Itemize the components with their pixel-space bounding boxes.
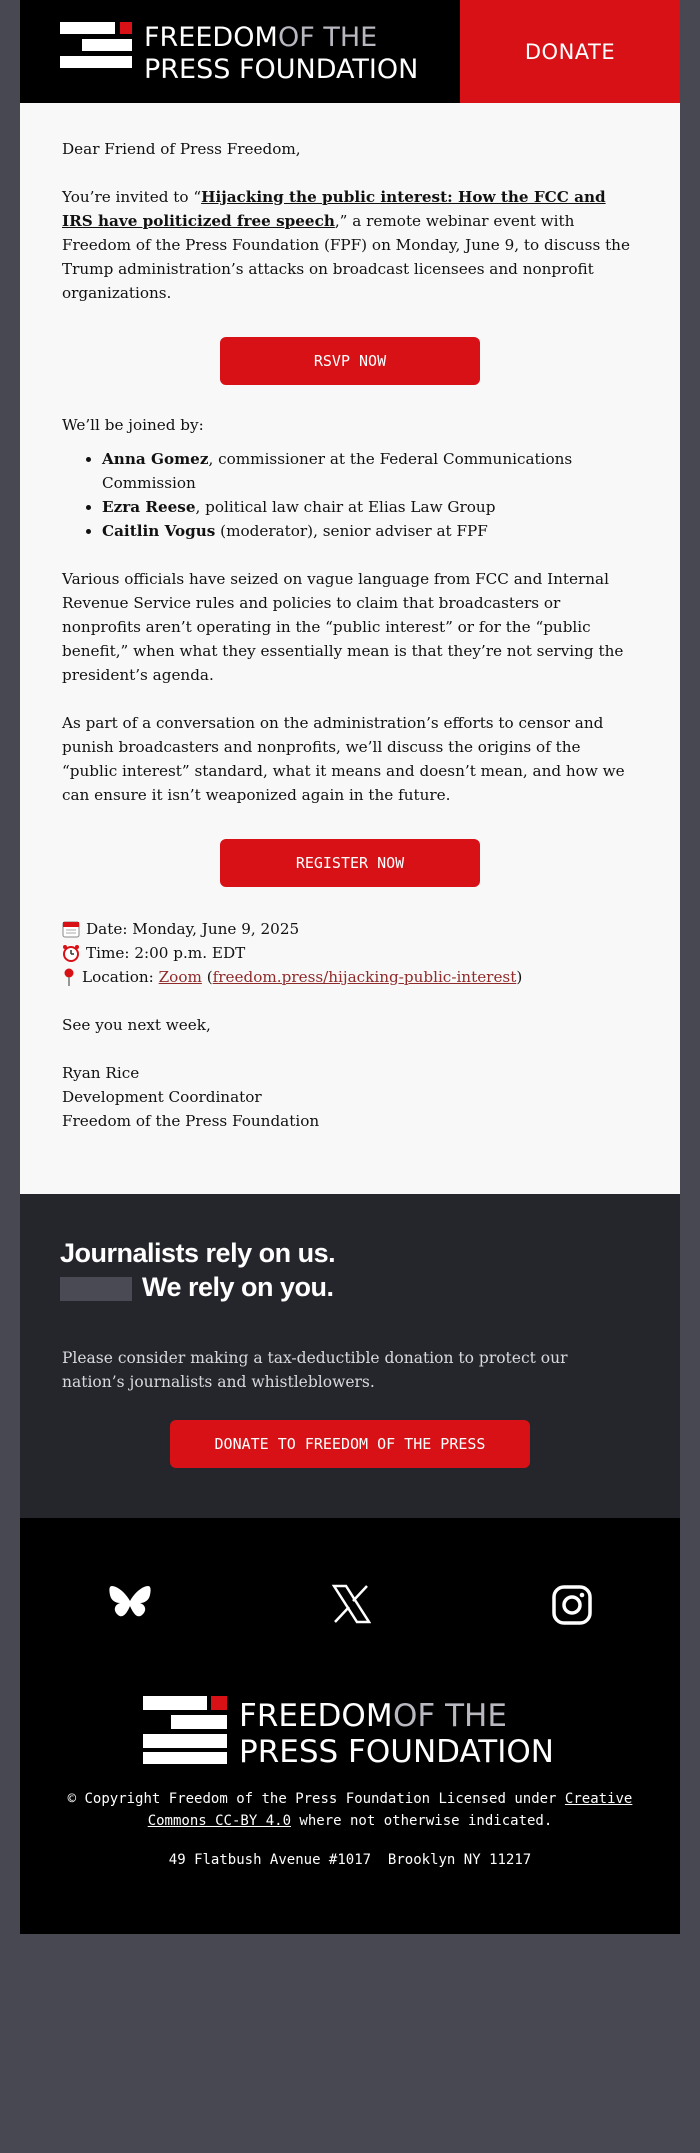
license-link[interactable]: Creative Commons CC-BY 4.0 bbox=[147, 1791, 633, 1829]
instagram-link[interactable] bbox=[551, 1584, 593, 1631]
logo-text-press-foundation: PRESS FOUNDATION bbox=[144, 54, 419, 82]
list-item: • Caitlin Vogus (moderator), senior adviser at FPF bbox=[102, 519, 638, 543]
footer-logo-text-press-foundation: PRESS FOUNDATION bbox=[239, 1734, 554, 1764]
event-details bbox=[62, 917, 638, 989]
footer-fpf-logo[interactable] bbox=[143, 1696, 563, 1764]
event-date: Date: Monday, June 9, 2025 bbox=[62, 917, 638, 941]
event-location: Location: Zoom (freedom.press/hijacking-public-interest) bbox=[62, 965, 638, 989]
email-header bbox=[20, 0, 680, 103]
signoff: See you next week, bbox=[62, 1016, 211, 1034]
logo-text-of-the: OF THE bbox=[278, 22, 378, 53]
list-item: • Ezra Reese, political law chair at Elias Law Group bbox=[102, 495, 638, 519]
list-item: • Anna Gomez, commissioner at the Federal Communications Commission bbox=[102, 447, 638, 495]
greeting: Dear Friend of Press Freedom, bbox=[62, 140, 301, 158]
letter-body bbox=[20, 103, 680, 1194]
appeal-text: Please consider making a tax-deductible donation to protect our nation’s journalists and whistleblowers. bbox=[62, 1349, 568, 1391]
alarm-clock-icon bbox=[62, 944, 80, 962]
paragraph-officials: Various officials have seized on vague language from FCC and Internal Revenue Service rules and policies to claim that broadcasters or nonprofits aren’t operating in the “public interest” or for the “public benefit,” when what they essentially mean is that they’re not serving the president’s agenda. bbox=[62, 570, 624, 684]
donate-button[interactable]: DONATE bbox=[460, 0, 680, 103]
bluesky-icon bbox=[109, 1584, 151, 1622]
email-footer bbox=[20, 1518, 680, 1934]
guest-list bbox=[62, 447, 638, 543]
signature-org: Freedom of the Press Foundation bbox=[62, 1112, 320, 1130]
pushpin-icon bbox=[62, 968, 76, 986]
footer-logo-text-freedom: FREEDOM bbox=[239, 1698, 393, 1734]
email-container bbox=[20, 0, 680, 1934]
copyright-notice: © Copyright Freedom of the Press Foundation Licensed under Creative Commons CC-BY 4.0 where not otherwise indicated. bbox=[67, 1791, 633, 1829]
donate-to-fpf-button[interactable]: DONATE TO FREEDOM OF THE PRESS bbox=[170, 1420, 530, 1468]
donation-appeal bbox=[20, 1194, 680, 1518]
zoom-link[interactable]: Zoom bbox=[158, 968, 202, 986]
social-links bbox=[20, 1584, 680, 1628]
decorative-bar bbox=[60, 1277, 132, 1301]
event-title-link[interactable]: Hijacking the public interest: How the FCC and IRS have politicized free speech bbox=[62, 188, 606, 230]
x-icon bbox=[331, 1584, 371, 1624]
footer-logo-text-of-the: OF THE bbox=[393, 1698, 507, 1734]
instagram-icon bbox=[551, 1584, 593, 1626]
register-button[interactable]: REGISTER NOW bbox=[220, 839, 480, 887]
signature-name: Ryan Rice bbox=[62, 1064, 140, 1082]
logo-text-freedom: FREEDOM bbox=[144, 22, 278, 53]
event-url-link[interactable]: freedom.press/hijacking-public-interest bbox=[212, 968, 517, 986]
calendar-icon bbox=[62, 920, 80, 938]
intro-paragraph: You’re invited to “Hijacking the public interest: How the FCC and IRS have politicized free speech,” a remote webinar event with Freedom of the Press Foundation (FPF) on Monday, June 9, to discuss the Trump administration’s attacks on broadcast licensees and nonprofit organizations. bbox=[62, 188, 630, 302]
mailing-address: 49 Flatbush Avenue #1017 Brooklyn NY 11217 bbox=[168, 1852, 532, 1868]
appeal-heading: Journalists rely on us. We rely on you. bbox=[60, 1238, 336, 1302]
bluesky-link[interactable] bbox=[109, 1584, 151, 1627]
x-link[interactable] bbox=[331, 1584, 371, 1629]
event-time: Time: 2:00 p.m. EDT bbox=[62, 941, 638, 965]
rsvp-button[interactable]: RSVP NOW bbox=[220, 337, 480, 385]
signature-title: Development Coordinator bbox=[62, 1088, 262, 1106]
paragraph-conversation: As part of a conversation on the administration’s efforts to censor and punish broadcasters and nonprofits, we’ll discuss the origins of the “public interest” standard, what it means and doesn’t mean, and how we can ensure it isn’t weaponized again in the future. bbox=[62, 714, 625, 804]
fpf-logo[interactable] bbox=[60, 22, 420, 82]
joined-by-heading: We’ll be joined by: bbox=[62, 416, 204, 434]
